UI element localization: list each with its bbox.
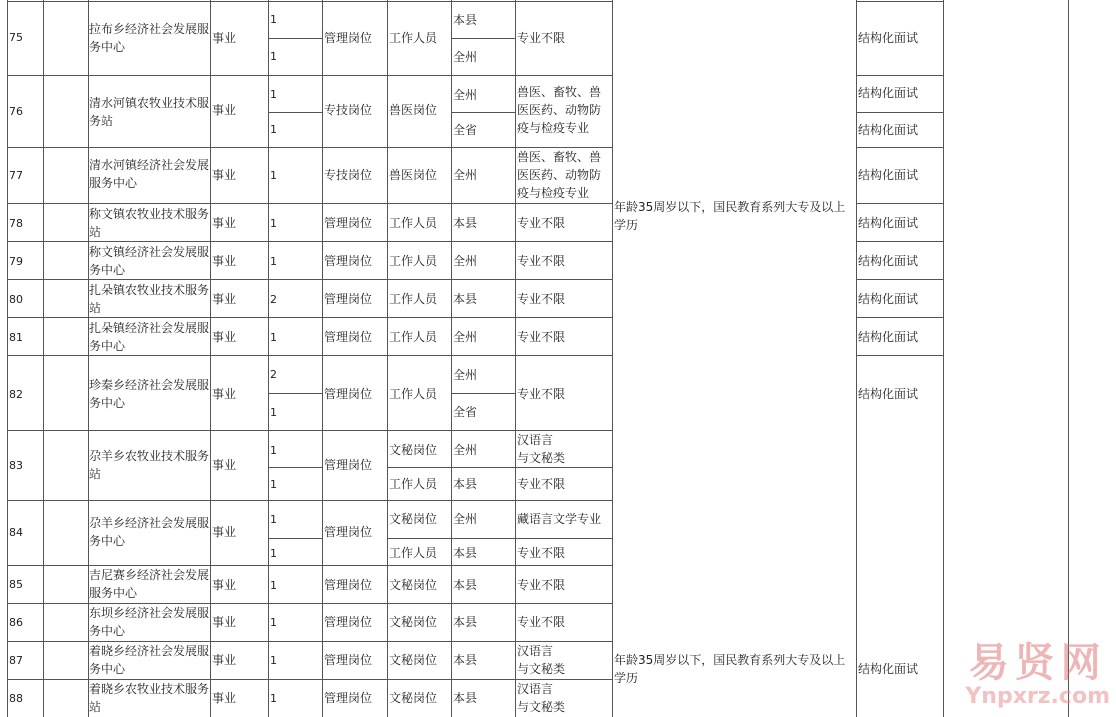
row-divider [7,279,612,280]
recruit-scope: 本县 [453,477,478,491]
unit-nature: 事业 [212,31,237,45]
recruit-scope: 全州 [453,330,478,344]
hire-count: 1 [270,478,277,491]
hire-count: 1 [270,217,277,230]
hire-count: 1 [270,169,277,182]
exam-method: 结构化面试 [858,168,919,182]
post-title: 文秘岗位 [389,615,438,629]
unit-nature: 事业 [212,691,237,705]
post-title: 文秘岗位 [389,691,438,705]
column-divider [322,0,323,717]
unit-name: 称文镇经济社会发展服务中心 [89,245,210,277]
unit-nature: 事业 [212,653,237,667]
exam-method: 结构化面试 [858,31,919,45]
row-number: 82 [9,388,23,401]
hire-count: 1 [270,654,277,667]
exam-method: 结构化面试 [858,662,919,676]
unit-nature: 事业 [212,216,237,230]
row-divider [856,241,943,242]
row-divider [7,500,612,501]
row-number: 79 [9,255,23,268]
hire-count: 1 [270,406,277,419]
major-requirement: 专业不限 [517,254,566,268]
hire-count: 1 [270,444,277,457]
hire-count: 1 [270,88,277,101]
unit-name: 吉尼赛乡经济社会发展服务中心 [89,568,210,600]
watermark-logo [965,641,1110,709]
post-title: 工作人员 [389,292,438,306]
row-divider [268,38,323,39]
post-type: 管理岗位 [324,578,373,592]
unit-nature: 事业 [212,525,237,539]
hire-count: 1 [270,331,277,344]
recruit-scope: 全州 [453,368,478,382]
major-requirement: 专业不限 [517,477,566,491]
major-requirement: 专业不限 [517,216,566,230]
row-divider [856,1,943,2]
unit-nature: 事业 [212,292,237,306]
column-divider [43,0,44,717]
hire-count: 1 [270,547,277,560]
recruit-scope: 本县 [453,578,478,592]
row-number: 78 [9,217,23,230]
row-number: 77 [9,169,23,182]
recruit-scope: 本县 [453,546,478,560]
row-divider [387,538,612,539]
unit-name: 扎朵镇农牧业技术服务站 [89,283,210,315]
post-title: 工作人员 [389,387,438,401]
exam-method: 结构化面试 [858,254,919,268]
row-number: 86 [9,616,23,629]
post-title: 兽医岗位 [389,168,438,182]
unit-name: 清水河镇农牧业技术服务站 [89,96,210,128]
post-type: 管理岗位 [324,691,373,705]
column-divider [856,0,857,717]
row-divider [856,317,943,318]
recruit-scope: 全州 [453,168,478,182]
unit-nature: 事业 [212,615,237,629]
requirement-text: 年龄35周岁以下，国民教育系列大专及以上学历 [614,653,846,685]
row-divider [856,203,943,204]
exam-method: 结构化面试 [858,292,919,306]
hire-count: 1 [270,513,277,526]
unit-name: 称文镇农牧业技术服务站 [89,207,210,239]
row-divider [268,393,323,394]
recruit-scope: 全省 [453,123,478,137]
row-divider [7,1,612,2]
major-requirement: 兽医、畜牧、兽医医药、动物防疫与检疫专业 [517,85,602,135]
recruit-scope: 全州 [453,50,478,64]
post-title: 文秘岗位 [389,443,438,457]
post-title: 工作人员 [389,254,438,268]
unit-nature: 事业 [212,254,237,268]
hire-count: 1 [270,579,277,592]
unit-name: 着晓乡农牧业技术服务站 [89,682,210,714]
post-title: 文秘岗位 [389,512,438,526]
row-divider [268,467,323,468]
row-divider [856,355,943,356]
exam-method: 结构化面试 [858,123,919,137]
post-title: 兽医岗位 [389,103,438,117]
row-divider [7,317,612,318]
major-requirement: 汉语言 与文秘类 [517,644,566,676]
post-type: 管理岗位 [324,387,373,401]
hire-count: 1 [270,692,277,705]
hire-count: 2 [270,368,277,381]
row-number: 76 [9,105,23,118]
exam-method: 结构化面试 [858,330,919,344]
row-divider [856,147,943,148]
post-type: 管理岗位 [324,615,373,629]
post-type: 管理岗位 [324,31,373,45]
recruit-scope: 全州 [453,88,478,102]
post-title: 工作人员 [389,477,438,491]
unit-nature: 事业 [212,458,237,472]
post-title: 工作人员 [389,330,438,344]
row-number: 75 [9,31,23,44]
table-left-border [7,0,8,717]
hire-count: 1 [270,123,277,136]
unit-name: 着晓乡经济社会发展服务中心 [89,644,210,676]
recruit-scope: 全州 [453,512,478,526]
unit-name: 拉布乡经济社会发展服务中心 [89,22,210,54]
unit-name: 东坝乡经济社会发展服务中心 [89,606,210,638]
post-type: 专技岗位 [324,168,373,182]
exam-method: 结构化面试 [858,216,919,230]
major-requirement: 专业不限 [517,330,566,344]
row-divider [451,38,515,39]
column-divider [387,0,388,717]
unit-nature: 事业 [212,578,237,592]
column-divider [451,0,452,717]
row-divider [268,112,323,113]
row-divider [7,203,612,204]
row-divider [856,112,943,113]
watermark-cn: 易贤网 [968,640,1107,686]
recruit-scope: 全省 [453,405,478,419]
row-number: 81 [9,331,23,344]
post-type: 管理岗位 [324,292,373,306]
post-title: 工作人员 [389,216,438,230]
row-number: 85 [9,578,23,591]
watermark-en: Ynpxrz.com [965,684,1110,709]
major-requirement: 兽医、畜牧、兽医医药、动物防疫与检疫专业 [517,150,602,200]
post-type: 管理岗位 [324,216,373,230]
column-divider [210,0,211,717]
unit-name: 珍秦乡经济社会发展服务中心 [89,378,210,410]
post-type: 管理岗位 [324,653,373,667]
row-divider [7,241,612,242]
row-divider [7,75,515,76]
major-requirement: 藏语言文学专业 [517,512,602,526]
hire-count: 1 [270,13,277,26]
post-type: 管理岗位 [324,458,373,472]
row-number: 83 [9,459,23,472]
unit-name: 清水河镇经济社会发展服务中心 [89,158,210,190]
major-requirement: 专业不限 [517,292,566,306]
row-number: 87 [9,654,23,667]
recruit-scope: 本县 [453,615,478,629]
post-type: 管理岗位 [324,525,373,539]
hire-count: 1 [270,50,277,63]
row-divider [856,75,943,76]
row-number: 80 [9,293,23,306]
exam-method: 结构化面试 [858,387,919,401]
post-type: 专技岗位 [324,103,373,117]
hire-count: 2 [270,293,277,306]
post-type: 管理岗位 [324,330,373,344]
recruit-scope: 本县 [453,653,478,667]
row-divider [7,355,612,356]
unit-nature: 事业 [212,387,237,401]
unit-name: 尕羊乡农牧业技术服务站 [89,449,210,481]
row-divider [451,393,515,394]
hire-count: 1 [270,616,277,629]
row-divider [387,467,612,468]
unit-name: 尕羊乡经济社会发展服务中心 [89,516,210,548]
major-requirement: 专业不限 [517,578,566,592]
requirement-text: 年龄35周岁以下，国民教育系列大专及以上学历 [614,200,846,232]
column-divider [612,0,613,717]
major-requirement: 专业不限 [517,615,566,629]
column-divider [268,0,269,717]
recruit-scope: 本县 [453,216,478,230]
post-title: 文秘岗位 [389,653,438,667]
row-divider [451,112,515,113]
post-title: 工作人员 [389,546,438,560]
unit-nature: 事业 [212,330,237,344]
major-requirement: 汉语言 与文秘类 [517,433,566,465]
post-title: 文秘岗位 [389,578,438,592]
table-right-border [1068,0,1069,717]
post-type: 管理岗位 [324,254,373,268]
major-requirement: 汉语言 与文秘类 [517,682,566,714]
unit-nature: 事业 [212,168,237,182]
recruit-scope: 本县 [453,13,478,27]
unit-nature: 事业 [212,103,237,117]
recruit-scope: 本县 [453,292,478,306]
major-requirement: 专业不限 [517,387,566,401]
major-requirement: 专业不限 [517,546,566,560]
post-title: 工作人员 [389,31,438,45]
hire-count: 1 [270,255,277,268]
recruit-scope: 本县 [453,691,478,705]
row-number: 84 [9,526,23,539]
row-divider [268,538,323,539]
column-divider [515,0,516,717]
recruit-scope: 全州 [453,254,478,268]
exam-method: 结构化面试 [858,86,919,100]
row-divider [856,279,943,280]
row-number: 88 [9,692,23,705]
major-requirement: 专业不限 [517,31,566,45]
unit-name: 扎朵镇经济社会发展服务中心 [89,321,210,353]
column-divider [943,0,944,717]
recruit-scope: 全州 [453,443,478,457]
